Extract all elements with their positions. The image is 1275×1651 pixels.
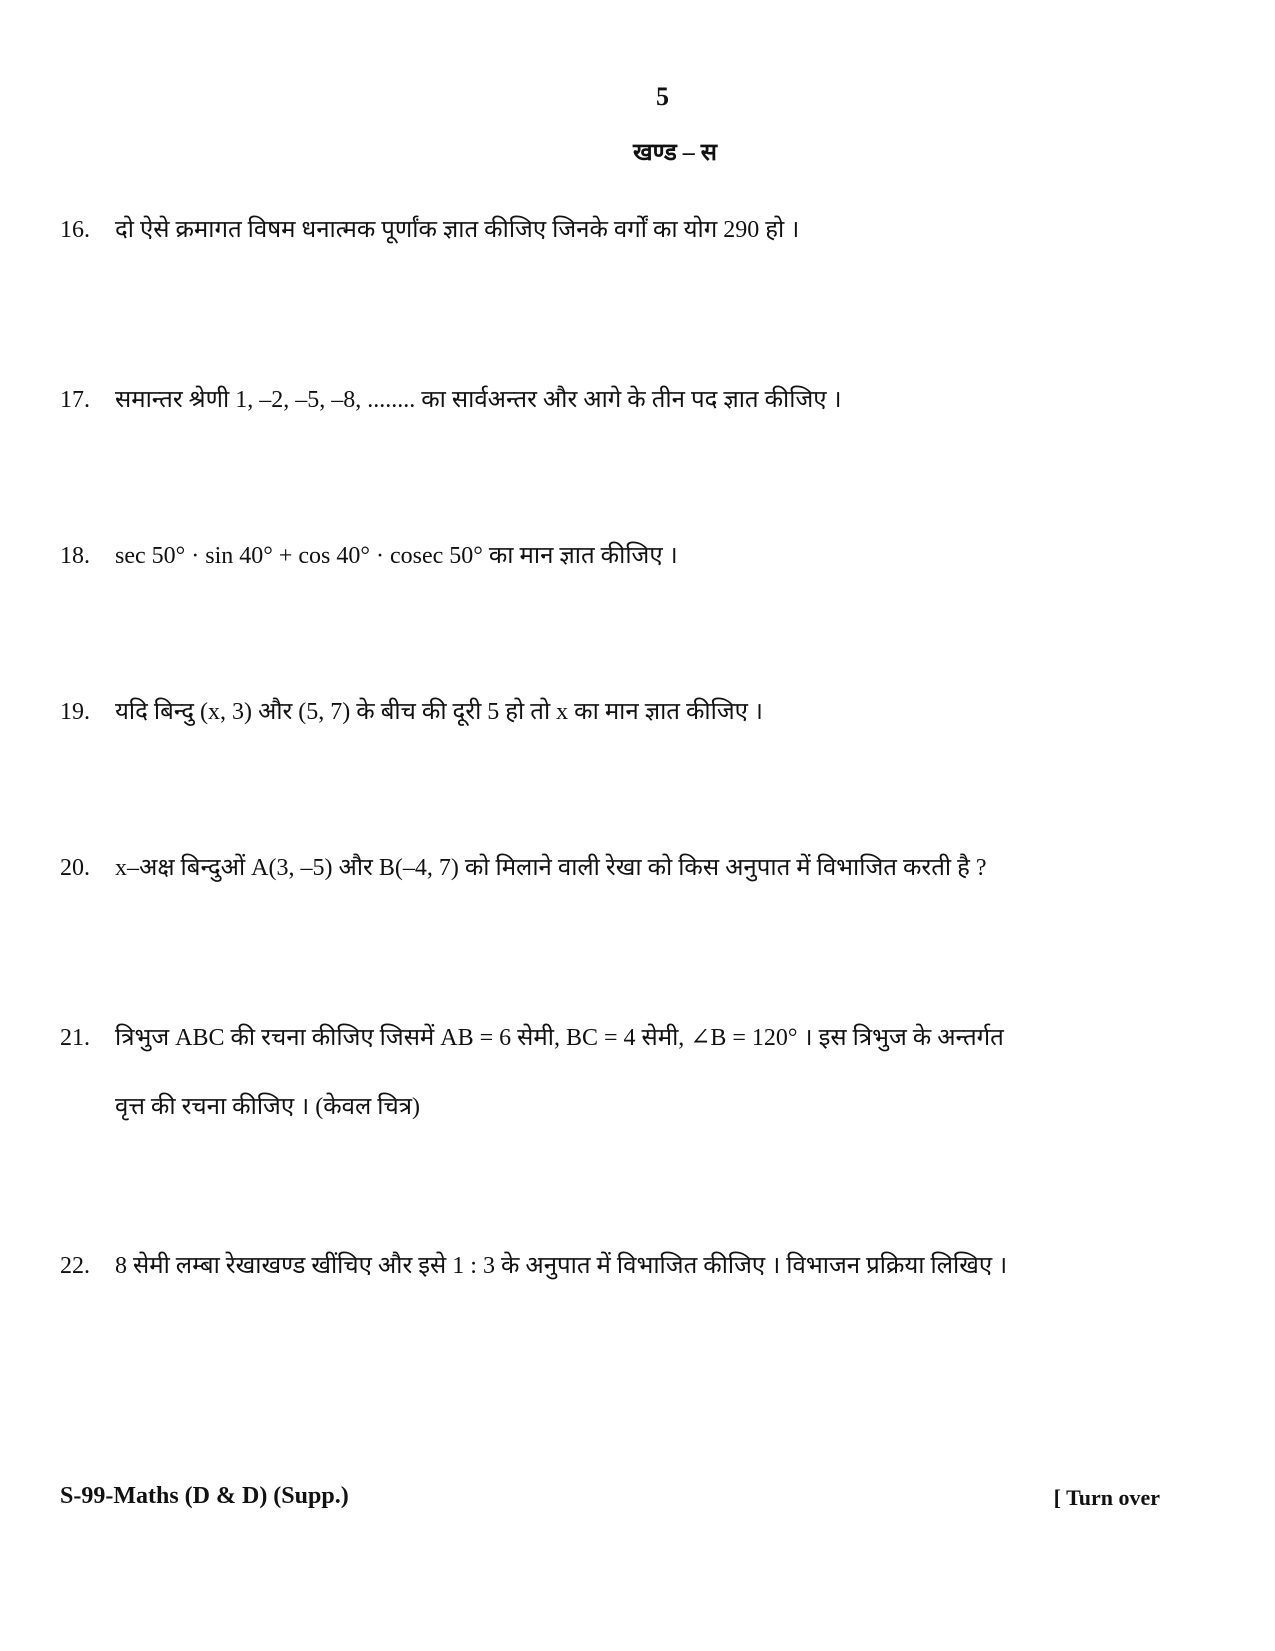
question-number: 17. bbox=[60, 387, 90, 413]
question-16 bbox=[60, 216, 1200, 245]
question-20 bbox=[60, 854, 1200, 883]
question-number: 21. bbox=[60, 1025, 90, 1051]
question-text: x–अक्ष बिन्दुओं A(3, –5) और B(–4, 7) को मिलाने वाली रेखा को किस अनुपात में विभाजित करती है ? bbox=[115, 855, 987, 881]
question-text: त्रिभुज ABC की रचना कीजिए जिसमें AB = 6 सेमी, BC = 4 सेमी, ∠B = 120° । इस त्रिभुज के अन्तर्गत bbox=[115, 1025, 1004, 1051]
question-text: समान्तर श्रेणी 1, –2, –5, –8, ........ का सार्वअन्तर और आगे के तीन पद ज्ञात कीजिए । bbox=[115, 387, 842, 413]
question-text: 8 सेमी लम्बा रेखाखण्ड खींचिए और इसे 1 : 3 के अनुपात में विभाजित कीजिए । विभाजन प्रक्रिया लिखिए । bbox=[115, 1253, 1008, 1279]
question-text: दो ऐसे क्रमागत विषम धनात्मक पूर्णांक ज्ञात कीजिए जिनके वर्गों का योग 290 हो । bbox=[115, 217, 800, 243]
section-title: खण्ड – स bbox=[632, 140, 718, 166]
footer-turn-over: [ Turn over bbox=[1053, 1485, 1160, 1510]
question-21 bbox=[60, 1024, 1200, 1122]
question-continuation: वृत्त की रचना कीजिए । (केवल चित्र) bbox=[115, 1093, 420, 1120]
question-number: 18. bbox=[60, 543, 90, 569]
question-text: यदि बिन्दु (x, 3) और (5, 7) के बीच की दूरी 5 हो तो x का मान ज्ञात कीजिए । bbox=[115, 699, 764, 725]
question-18 bbox=[60, 542, 1200, 571]
question-number: 20. bbox=[60, 855, 90, 881]
page-number: 5 bbox=[656, 82, 669, 111]
footer-paper-code: S-99-Maths (D & D) (Supp.) bbox=[60, 1483, 349, 1509]
question-number: 19. bbox=[60, 699, 90, 725]
question-text: sec 50° · sin 40° + cos 40° · cosec 50° का मान ज्ञात कीजिए । bbox=[115, 543, 678, 569]
question-19 bbox=[60, 698, 1200, 727]
question-17 bbox=[60, 386, 1200, 415]
question-22 bbox=[60, 1252, 1200, 1281]
question-number: 16. bbox=[60, 217, 90, 243]
question-number: 22. bbox=[60, 1253, 90, 1279]
